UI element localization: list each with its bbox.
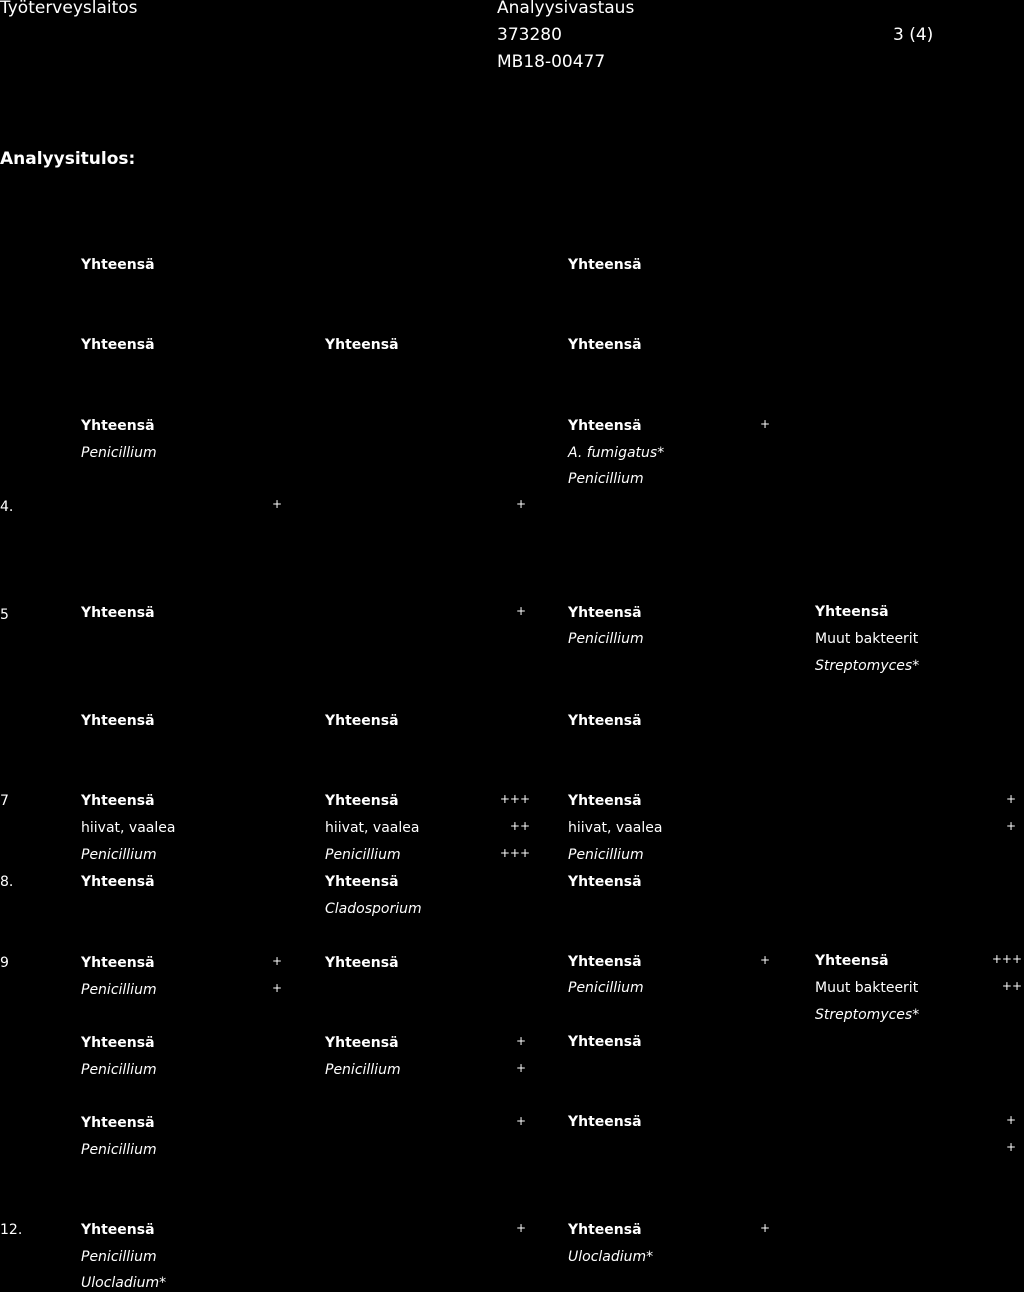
species-name: Ulocladium* [568, 1249, 654, 1265]
total-label: Yhteensä [81, 713, 155, 729]
page-number: 3 (4) [893, 25, 934, 45]
report-number: 373280 [497, 25, 562, 45]
species-name: Penicillium [325, 1062, 401, 1078]
total-label: Yhteensä [568, 1034, 642, 1050]
total-label: Yhteensä [325, 1035, 399, 1051]
species-name: Penicillium [81, 1062, 157, 1078]
species-name: hiivat, vaalea [81, 820, 176, 836]
total-label: Yhteensä [568, 954, 642, 970]
total-label: Yhteensä [568, 1114, 642, 1130]
species-name: Ulocladium* [81, 1275, 167, 1291]
abundance-grade: + [515, 1034, 526, 1048]
total-label: Yhteensä [81, 1035, 155, 1051]
total-label: Yhteensä [81, 1115, 155, 1131]
abundance-grade: + [1005, 1113, 1016, 1127]
total-label: Yhteensä [568, 713, 642, 729]
section-title: Analyysitulos: [0, 149, 136, 169]
total-label: Yhteensä [81, 1222, 155, 1238]
species-name: Penicillium [568, 980, 644, 996]
row-number: 9 [0, 955, 9, 971]
species-name: Penicillium [568, 631, 644, 647]
row-number: 5 [0, 607, 9, 623]
species-name: Muut bakteerit [815, 980, 919, 996]
abundance-grade: + [271, 497, 282, 511]
species-name: Penicillium [81, 445, 157, 461]
row-number: 7 [0, 793, 9, 809]
species-name: A. fumigatus* [568, 445, 665, 461]
abundance-grade: + [271, 954, 282, 968]
abundance-grade: + [271, 981, 282, 995]
species-name: Streptomyces* [815, 1007, 920, 1023]
abundance-grade: + [1005, 819, 1016, 833]
species-name: Penicillium [325, 847, 401, 863]
total-label: Yhteensä [568, 793, 642, 809]
species-name: Streptomyces* [815, 658, 920, 674]
abundance-grade: + [1005, 792, 1016, 806]
total-label: Yhteensä [325, 793, 399, 809]
row-number: 4. [0, 499, 14, 515]
abundance-grade: + [515, 1114, 526, 1128]
sample-code: MB18-00477 [497, 52, 606, 72]
abundance-grade: + [515, 1061, 526, 1075]
abundance-grade: + [1005, 1140, 1016, 1154]
species-name: Muut bakteerit [815, 631, 919, 647]
total-label: Yhteensä [81, 605, 155, 621]
abundance-grade: ++ [509, 819, 530, 833]
total-label: Yhteensä [81, 257, 155, 273]
total-label: Yhteensä [568, 337, 642, 353]
abundance-grade: +++ [499, 792, 530, 806]
abundance-grade: + [759, 417, 770, 431]
total-label: Yhteensä [815, 953, 889, 969]
species-name: Cladosporium [325, 901, 422, 917]
row-number: 12. [0, 1222, 23, 1238]
document-type: Analyysivastaus [497, 0, 635, 18]
total-label: Yhteensä [325, 713, 399, 729]
row-number: 8. [0, 874, 14, 890]
total-label: Yhteensä [325, 337, 399, 353]
total-label: Yhteensä [81, 418, 155, 434]
species-name: hiivat, vaalea [325, 820, 420, 836]
total-label: Yhteensä [568, 418, 642, 434]
total-label: Yhteensä [81, 874, 155, 890]
abundance-grade: + [515, 497, 526, 511]
total-label: Yhteensä [568, 605, 642, 621]
abundance-grade: +++ [991, 952, 1022, 966]
species-name: hiivat, vaalea [568, 820, 663, 836]
abundance-grade: + [515, 604, 526, 618]
abundance-grade: + [515, 1221, 526, 1235]
abundance-grade: + [759, 953, 770, 967]
abundance-grade: ++ [1001, 979, 1022, 993]
total-label: Yhteensä [568, 1222, 642, 1238]
species-name: Penicillium [81, 847, 157, 863]
abundance-grade: +++ [499, 846, 530, 860]
total-label: Yhteensä [568, 257, 642, 273]
species-name: Penicillium [81, 1142, 157, 1158]
total-label: Yhteensä [815, 604, 889, 620]
total-label: Yhteensä [568, 874, 642, 890]
total-label: Yhteensä [81, 955, 155, 971]
organization-name: Työterveyslaitos [0, 0, 138, 18]
total-label: Yhteensä [81, 793, 155, 809]
abundance-grade: + [759, 1221, 770, 1235]
total-label: Yhteensä [325, 955, 399, 971]
species-name: Penicillium [81, 982, 157, 998]
species-name: Penicillium [81, 1249, 157, 1265]
species-name: Penicillium [568, 847, 644, 863]
total-label: Yhteensä [325, 874, 399, 890]
total-label: Yhteensä [81, 337, 155, 353]
species-name: Penicillium [568, 471, 644, 487]
